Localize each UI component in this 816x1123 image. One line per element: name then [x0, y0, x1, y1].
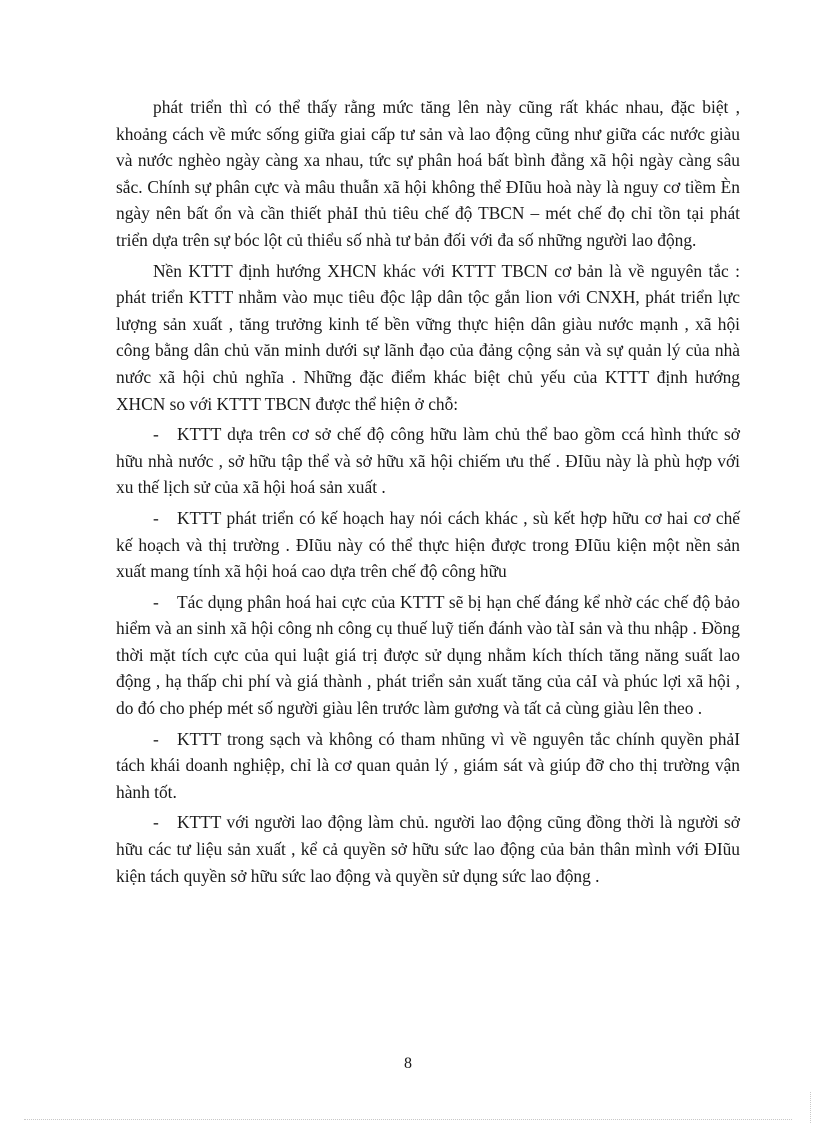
bullet-text-5: KTTT với người lao động làm chủ. người lao động cũng đồng thời là người sở hữu các tư liệu sản xuất , kể cả quyền sở hữu sức lao động của bản thân mình với ĐIũu kiện tách quyền sở hữu sức lao động và quyền sử dụng sức lao động .: [116, 812, 740, 886]
bullet-text-4: KTTT trong sạch và không có tham nhũng vì về nguyên tắc chính quyền phảI tách khái doanh nghiệp, chỉ là cơ quan quản lý , giám sát và giúp đỡ cho thị trường vận hành tốt.: [116, 728, 740, 802]
bullet-item-2: [116, 505, 740, 585]
bullet-item-4: [116, 726, 740, 806]
bullet-dash: -: [153, 507, 159, 528]
bullet-item-3: [116, 589, 740, 722]
page-right-divider: [810, 1092, 811, 1123]
page-bottom-divider: [24, 1119, 792, 1120]
bullet-item-1: [116, 421, 740, 501]
bullet-item-5: [116, 809, 740, 889]
bullet-dash: -: [153, 591, 159, 612]
bullet-text-3: Tác dụng phân hoá hai cực của KTTT sẽ bị hạn chế đáng kể nhờ các chế độ bảo hiểm và an sinh xã hội công nh công cụ thuế luỹ tiến đánh vào tàI sản và thu nhập . Đồng thời mặt tích cực của qui luật giá trị được sử dụng nhằm kích thích tăng năng suất lao động , hạ thấp chi phí và giá thành , phát triển sản xuất tăng của cảI và phúc lợi xã hội , do đó cho phép mét số người giàu lên trước làm gương và tất cả cùng giàu lên theo .: [116, 591, 740, 719]
paragraph-1: phát triển thì có thể thấy rằng mức tăng lên này cũng rất khác nhau, đặc biệt , khoảng cách về mức sống giữa giai cấp tư sản và lao động cũng như giữa các nước giàu và nước nghèo ngày càng xa nhau, tức sự phân hoá bất bình đẳng xã hội ngày càng sâu sắc. Chính sự phân cực và mâu thuẫn xã hội không thể ĐIũu hoà này là nguy cơ tiềm Èn ngày nên bất ổn và cần thiết phảI thủ tiêu chế độ TBCN – mét chế đọ chỉ tồn tại phát triển dựa trên sự bóc lột củ thiểu số nhà tư bản đối với đa số những người lao động.: [116, 97, 740, 250]
paragraph-2: Nền KTTT định hướng XHCN khác với KTTT TBCN cơ bản là về nguyên tắc : phát triển KTTT nhằm vào mục tiêu độc lập dân tộc gắn lion với CNXH, phát triển lực lượng sản xuất , tăng trưởng kinh tế bền vững thực hiện dân giàu nước mạnh , xã hội công bằng dân chủ văn minh dưới sự lãnh đạo của đảng cộng sản và sự quản lý của nhà nước xã hội chủ nghĩa . Những đặc điểm khác biệt chủ yếu của KTTT định hướng XHCN so với KTTT TBCN được thể hiện ở chỗ:: [116, 260, 740, 414]
bullet-dash: -: [153, 424, 159, 445]
body-text: [116, 94, 740, 889]
bullet-text-2: KTTT phát triển có kế hoạch hay nói cách khác , sù kết hợp hữu cơ hai cơ chế kế hoạch và thị trường . ĐIũu này có thể thực hiện được trong ĐIũu kiện một nền sản xuất mang tính xã hội hoá cao dựa trên chế độ công hữu: [116, 507, 740, 582]
bullet-dash: -: [153, 728, 159, 749]
bullet-text-1: KTTT dựa trên cơ sở chế độ công hữu làm chủ thể bao gồm ccá hình thức sở hữu nhà nước , sở hữu tập thể và sở hữu xã hội chiếm ưu thế . ĐIũu này là phù hợp với xu thế lịch sử của xã hội hoá sản xuất .: [116, 424, 740, 498]
bullet-dash: -: [153, 812, 159, 833]
page-number: 8: [404, 1055, 412, 1072]
